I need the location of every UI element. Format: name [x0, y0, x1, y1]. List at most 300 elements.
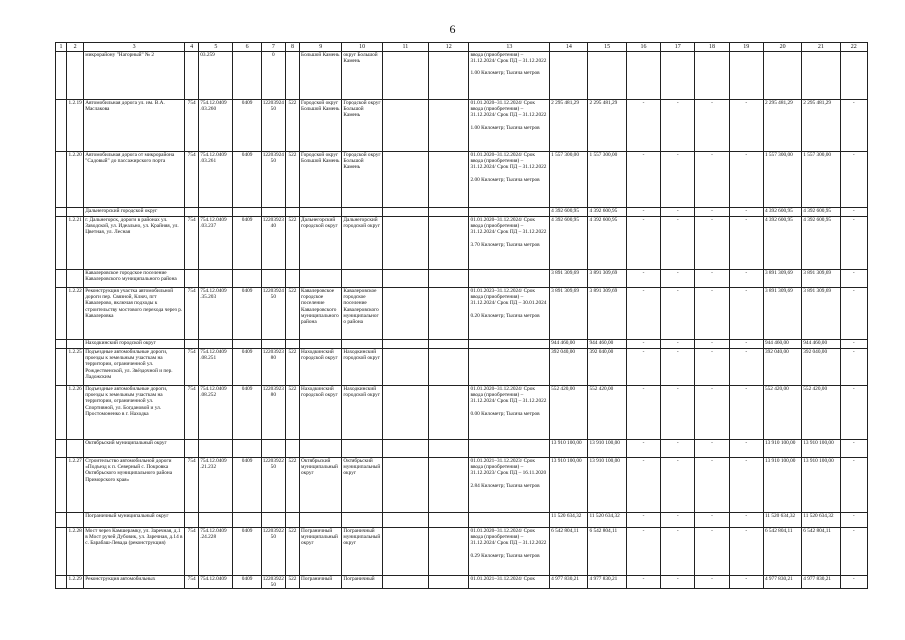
table-row [56, 217, 868, 270]
cell-col-15 [588, 440, 626, 458]
cell-col-7 [261, 52, 285, 100]
cell-col-4 [185, 217, 199, 270]
cell-col-18 [695, 270, 729, 288]
cell-text: 754.12.0409 .03.260 [200, 100, 227, 113]
cell-text: 754.12.0409 .35.203 [200, 288, 227, 301]
cell-col-10 [342, 513, 382, 528]
cell-col-5 [199, 288, 233, 340]
cell-col-17 [661, 340, 695, 349]
cell-col-12 [429, 208, 469, 217]
cell-col-21 [802, 440, 840, 458]
cell-text: 3 891 309,69 [803, 270, 832, 276]
cell-text: Пограничный муниципальный округ [343, 528, 381, 547]
cell-text: Реконструкция автомобильных [85, 576, 156, 582]
cell-text: 1220392250 [262, 576, 284, 589]
cell-text: микрорайону "Нагорный" № 2 [85, 52, 154, 58]
cell-col-7 [261, 440, 285, 458]
cell-text: - [642, 288, 645, 294]
cell-col-14 [550, 349, 588, 386]
cell-text: - [676, 458, 679, 464]
cell-col-11 [382, 52, 428, 100]
cell-col-20 [763, 386, 801, 440]
cell-text: Подъездные автомобильные дороги, проезды к земельным участкам на территории, ограниченной ул. Рождественской, ул. Звёздочной и пер. Ладожским [85, 349, 173, 380]
cell-col-17 [661, 208, 695, 217]
cell-col-4 [185, 52, 199, 100]
cell-col-19 [729, 386, 763, 440]
cell-text: 392 040,00 [803, 349, 828, 355]
cell-text: 4 392 600,95 [551, 208, 579, 214]
cell-text: 552 420,00 [551, 386, 575, 392]
cell-col-3 [84, 458, 185, 513]
column-number-21: 21 [802, 43, 840, 52]
cell-col-4 [185, 349, 199, 386]
cell-text: - [711, 386, 713, 392]
cell-text: - [676, 440, 679, 446]
cell-col-16 [626, 52, 660, 100]
cell-col-15 [588, 270, 626, 288]
municipality-subtotal-row [56, 440, 868, 458]
cell-col-20 [763, 528, 801, 576]
cell-col-11 [382, 576, 428, 589]
cell-col-21 [802, 208, 840, 217]
cell-col-3 [84, 217, 185, 270]
cell-col-18 [695, 340, 729, 349]
cell-col-19 [729, 513, 763, 528]
cell-text: Строительство автомобильной дороги «Подъезд к п. Северный с. Покровка Октябрьского муниципального района Приморского края» [85, 458, 173, 483]
cell-col-17 [661, 458, 695, 513]
column-number-1: 1 [56, 43, 67, 52]
cell-text: Автомобильная дорога ул. им. В.А. Маслакова [85, 100, 165, 113]
cell-col-9 [300, 576, 342, 589]
cell-col-13 [469, 440, 550, 458]
cell-col-6 [233, 340, 261, 349]
column-numbers-row [56, 43, 868, 52]
cell-col-18 [695, 52, 729, 100]
cell-col-17 [661, 288, 695, 340]
cell-text: 13 910 100,00 [551, 440, 582, 446]
cell-text: 3 891 309,69 [764, 288, 793, 294]
cell-text: Городской округ Большой Камень [301, 100, 340, 113]
cell-col-5 [199, 52, 233, 100]
cell-col-17 [661, 528, 695, 576]
cell-col-19 [729, 52, 763, 100]
cell-text: 2 295 481,29 [589, 100, 618, 106]
cell-col-18 [695, 386, 729, 440]
cell-text: 1.2.20 [68, 152, 82, 158]
cell-col-22 [840, 349, 867, 386]
cell-col-5 [199, 340, 233, 349]
cell-col-3 [84, 528, 185, 576]
table-row [56, 386, 868, 440]
cell-text: - [745, 288, 748, 294]
cell-col-9 [300, 349, 342, 386]
cell-text: 4 392 600,95 [764, 217, 793, 223]
cell-col-1 [56, 349, 67, 386]
cell-col-9 [300, 440, 342, 458]
cell-col-13 [469, 349, 550, 386]
column-number-3: 3 [84, 43, 185, 52]
cell-text: 6 542 804,11 [551, 528, 579, 534]
cell-col-12 [429, 513, 469, 528]
cell-col-15 [588, 152, 626, 208]
cell-text: 6 542 804,11 [803, 528, 831, 534]
cell-text: Реконструкция участка автомобильной дороги пер. Связной, Ключ, пгт Кавалерово, включая подходы к строительству мостового перехода через р. Кавалеровка [85, 288, 183, 319]
cell-text: 754.12.0409 [200, 576, 227, 582]
cell-col-14 [550, 458, 588, 513]
cell-text: - [745, 217, 748, 223]
column-number-12: 12 [429, 43, 469, 52]
cell-col-1 [56, 208, 67, 217]
cell-text: 392 040,00 [764, 349, 789, 355]
cell-text: 4 977 830,21 [589, 576, 618, 582]
cell-col-21 [802, 340, 840, 349]
cell-col-16 [626, 152, 660, 208]
cell-col-18 [695, 208, 729, 217]
cell-text: Пограничный [343, 576, 375, 582]
cell-text: 754 [187, 576, 196, 582]
cell-col-1 [56, 340, 67, 349]
cell-text: 3 891 309,69 [589, 288, 618, 294]
cell-text: Кавалеровское городское поселение Кавалеровского муниципального района [343, 288, 379, 326]
cell-text: 13 910 100,00 [551, 458, 582, 464]
cell-col-7 [261, 217, 285, 270]
column-number-17: 17 [661, 43, 695, 52]
cell-col-1 [56, 386, 67, 440]
cell-col-12 [429, 100, 469, 152]
cell-col-9 [300, 208, 342, 217]
cell-col-7 [261, 349, 285, 386]
cell-text: 944 460,00 [589, 340, 614, 346]
cell-text: 01.01.2020–31.12.2024/ Срок ввода (приобретения) – 31.12.2024/ Срок ПД – 31.12.2022 [470, 217, 547, 236]
cell-col-3 [84, 152, 185, 208]
cell-text: 0409 [241, 152, 253, 158]
cell-col-10 [342, 270, 382, 288]
cell-text: 944 460,00 [764, 340, 789, 346]
cell-col-5 [199, 440, 233, 458]
cell-col-12 [429, 576, 469, 589]
cell-text: - [642, 217, 645, 223]
cell-col-4 [185, 458, 199, 513]
cell-col-20 [763, 208, 801, 217]
cell-text: - [745, 340, 748, 346]
table-row [56, 100, 868, 152]
cell-col-20 [763, 349, 801, 386]
table-row [56, 288, 868, 340]
cell-text: Октябрьский муниципальный округ [85, 440, 167, 446]
cell-text: - [852, 386, 855, 392]
cell-col-11 [382, 100, 428, 152]
cell-col-21 [802, 349, 840, 386]
cell-col-7 [261, 528, 285, 576]
cell-col-11 [382, 340, 428, 349]
cell-col-4 [185, 528, 199, 576]
cell-col-10 [342, 458, 382, 513]
cell-text: 1220392250 [262, 528, 284, 541]
cell-text: Октябрьский муниципальный округ [343, 458, 381, 477]
cell-text: 552 420,00 [764, 386, 789, 392]
cell-text: Кавалеровское городское поселение Кавалеровского муниципального района [85, 270, 177, 283]
cell-col-1 [56, 528, 67, 576]
cell-col-12 [429, 386, 469, 440]
cell-col-6 [233, 52, 261, 100]
cell-text: Кавалеровское городское поселение Кавалеровского муниципального района [301, 288, 339, 326]
cell-col-17 [661, 100, 695, 152]
cell-col-18 [695, 458, 729, 513]
cell-col-16 [626, 288, 660, 340]
cell-col-2 [67, 340, 84, 349]
cell-col-7 [261, 208, 285, 217]
cell-col-22 [840, 528, 867, 576]
cell-col-4 [185, 208, 199, 217]
cell-text: 1.2.25 [68, 349, 82, 355]
cell-col-20 [763, 340, 801, 349]
cell-col-6 [233, 513, 261, 528]
cell-col-18 [695, 528, 729, 576]
cell-col-6 [233, 288, 261, 340]
cell-text: 754 [187, 528, 196, 534]
cell-text: - [852, 270, 855, 276]
cell-col-10 [342, 340, 382, 349]
cell-text: 1 557 300,00 [589, 152, 618, 158]
cell-text: 2 295 481,29 [764, 100, 793, 106]
cell-col-13 [469, 270, 550, 288]
cell-text: - [852, 217, 855, 223]
cell-col-14 [550, 152, 588, 208]
cell-col-14 [550, 288, 588, 340]
cell-text: 2 295 481,29 [551, 100, 579, 106]
cell-col-6 [233, 458, 261, 513]
municipality-name [84, 208, 185, 217]
table-row [56, 528, 868, 576]
cell-text: 754.12.0409 .03.237 [200, 217, 227, 230]
cell-text: 754 [187, 386, 196, 392]
cell-col-12 [429, 288, 469, 340]
cell-col-19 [729, 340, 763, 349]
column-number-11: 11 [382, 43, 428, 52]
capacity-unit-text: 3.70 Километр; Тысяча метров [470, 241, 540, 248]
cell-text: 1 557 300,00 [551, 152, 579, 158]
cell-text: 522 [288, 528, 297, 534]
cell-col-8 [285, 513, 299, 528]
cell-text: 552 420,00 [589, 386, 614, 392]
cell-col-12 [429, 440, 469, 458]
cell-col-2 [67, 208, 84, 217]
cell-col-19 [729, 100, 763, 152]
municipality-subtotal-row [56, 270, 868, 288]
cell-col-11 [382, 349, 428, 386]
cell-text: 2 295 481,29 [803, 100, 832, 106]
cell-col-15 [588, 386, 626, 440]
cell-col-5 [199, 152, 233, 208]
cell-text: 1.2.26 [68, 386, 82, 392]
cell-col-15 [588, 217, 626, 270]
cell-text: Пограничный муниципальный округ [85, 513, 169, 519]
cell-text: 13 910 100,00 [589, 458, 620, 464]
cell-col-15 [588, 52, 626, 100]
cell-col-3 [84, 100, 185, 152]
cell-col-22 [840, 217, 867, 270]
cell-text: 754 [187, 217, 196, 223]
cell-col-8 [285, 349, 299, 386]
cell-col-11 [382, 440, 428, 458]
cell-col-19 [729, 528, 763, 576]
cell-text: 1.2.27 [68, 458, 82, 464]
cell-col-1 [56, 440, 67, 458]
cell-col-2 [67, 100, 84, 152]
cell-col-14 [550, 217, 588, 270]
cell-text: - [745, 576, 748, 582]
cell-col-17 [661, 440, 695, 458]
cell-text: - [745, 458, 748, 464]
cell-text: 3 891 309,69 [803, 288, 832, 294]
cell-text: Находкинский городской округ [343, 349, 381, 362]
cell-col-1 [56, 288, 67, 340]
column-number-16: 16 [626, 43, 660, 52]
cell-text: - [642, 340, 645, 346]
cell-text: - [852, 208, 855, 214]
cell-col-20 [763, 513, 801, 528]
cell-col-19 [729, 152, 763, 208]
cell-text: 1 557 300,00 [764, 152, 793, 158]
cell-text: - [711, 100, 713, 106]
cell-col-8 [285, 100, 299, 152]
cell-col-1 [56, 270, 67, 288]
cell-text: Находкинский городской округ [301, 386, 338, 399]
cell-col-9 [300, 288, 342, 340]
cell-col-2 [67, 386, 84, 440]
cell-text: Пограничный муниципальный округ [301, 528, 338, 547]
cell-col-18 [695, 349, 729, 386]
cell-text: Дальнегорский городской округ [85, 208, 158, 214]
cell-text: 13 910 100,00 [764, 458, 796, 464]
column-number-13: 13 [469, 43, 550, 52]
cell-text: - [676, 528, 679, 534]
cell-text: 01.01.2020–31.12.2024/ Срок ввода (приобретения) – 31.12.2024/ Срок ПД – 31.12.2022 [470, 528, 547, 547]
cell-text: 4 392 600,95 [589, 217, 618, 223]
cell-col-22 [840, 576, 867, 589]
cell-col-15 [588, 513, 626, 528]
cell-text: 13 910 100,00 [803, 458, 834, 464]
cell-col-7 [261, 340, 285, 349]
cell-text: 6 542 804,11 [764, 528, 793, 534]
cell-text: 4 392 600,95 [589, 208, 618, 214]
cell-col-16 [626, 100, 660, 152]
cell-text: 522 [288, 152, 297, 158]
cell-text: 1 557 300,00 [803, 152, 832, 158]
cell-text: 0 [271, 52, 275, 58]
cell-text: - [642, 528, 645, 534]
cell-col-11 [382, 152, 428, 208]
cell-col-19 [729, 349, 763, 386]
cell-text: 4 392 600,95 [551, 217, 579, 223]
cell-col-13 [469, 576, 550, 589]
cell-col-15 [588, 458, 626, 513]
column-number-8: 8 [285, 43, 299, 52]
cell-col-11 [382, 386, 428, 440]
cell-text: 11 520 634,32 [803, 513, 834, 519]
cell-col-8 [285, 340, 299, 349]
municipality-name [84, 513, 185, 528]
cell-col-8 [285, 52, 299, 100]
cell-col-22 [840, 386, 867, 440]
cell-col-4 [185, 288, 199, 340]
cell-col-2 [67, 440, 84, 458]
table-row [56, 152, 868, 208]
cell-col-4 [185, 100, 199, 152]
cell-text: Городской округ Большой Камень [343, 100, 381, 119]
cell-col-1 [56, 513, 67, 528]
cell-col-5 [199, 100, 233, 152]
column-number-9: 9 [300, 43, 342, 52]
cell-text: - [642, 513, 645, 519]
cell-text: Дальнегорский городской округ [301, 217, 338, 230]
cell-col-13 [469, 386, 550, 440]
cell-col-13 [469, 513, 550, 528]
cell-text: 1220392450 [262, 152, 284, 165]
cell-col-2 [67, 52, 84, 100]
cell-col-10 [342, 52, 382, 100]
cell-col-20 [763, 458, 801, 513]
cell-col-6 [233, 576, 261, 589]
cell-col-13 [469, 52, 550, 100]
cell-text: - [711, 152, 713, 158]
cell-col-22 [840, 208, 867, 217]
cell-col-10 [342, 576, 382, 589]
cell-text: 01.01.2020–31.12.2024/ Срок ввода (приобретения) – 31.12.2024/ Срок ПД – 31.12.2022 [470, 152, 547, 171]
cell-col-5 [199, 270, 233, 288]
cell-col-7 [261, 288, 285, 340]
cell-text: 01.01.2021–31.12.2023/ Срок ввода (приобретения) – 31.12.2023/ Срок ПД – 16.11.2020 [470, 458, 547, 477]
cell-col-17 [661, 513, 695, 528]
cell-col-13 [469, 528, 550, 576]
cell-text: 552 420,00 [803, 386, 828, 392]
cell-text: - [711, 217, 713, 223]
cell-col-18 [695, 576, 729, 589]
cell-text: - [676, 288, 679, 294]
cell-text: - [676, 386, 679, 392]
cell-col-13 [469, 152, 550, 208]
cell-col-21 [802, 513, 840, 528]
cell-text: 522 [288, 288, 297, 294]
column-number-4: 4 [185, 43, 199, 52]
cell-col-7 [261, 152, 285, 208]
cell-text: - [642, 576, 645, 582]
cell-col-1 [56, 458, 67, 513]
cell-col-17 [661, 52, 695, 100]
table-row [56, 576, 868, 589]
cell-text: - [711, 440, 713, 446]
cell-col-17 [661, 386, 695, 440]
cell-col-22 [840, 100, 867, 152]
cell-text: 1.2.21 [68, 217, 82, 223]
cell-col-19 [729, 270, 763, 288]
cell-col-16 [626, 270, 660, 288]
cell-col-3 [84, 288, 185, 340]
cell-text: - [745, 152, 748, 158]
cell-col-22 [840, 513, 867, 528]
cell-text: 13 910 100,00 [803, 440, 834, 446]
cell-col-11 [382, 288, 428, 340]
cell-text: - [852, 513, 855, 519]
cell-text: - [642, 386, 645, 392]
cell-col-2 [67, 288, 84, 340]
cell-col-8 [285, 386, 299, 440]
cell-col-14 [550, 100, 588, 152]
cell-text: 13 910 100,00 [589, 440, 620, 446]
cell-col-16 [626, 217, 660, 270]
capacity-unit-text: 2.84 Километр; Тысяча метров [470, 482, 540, 489]
cell-text: - [745, 513, 748, 519]
